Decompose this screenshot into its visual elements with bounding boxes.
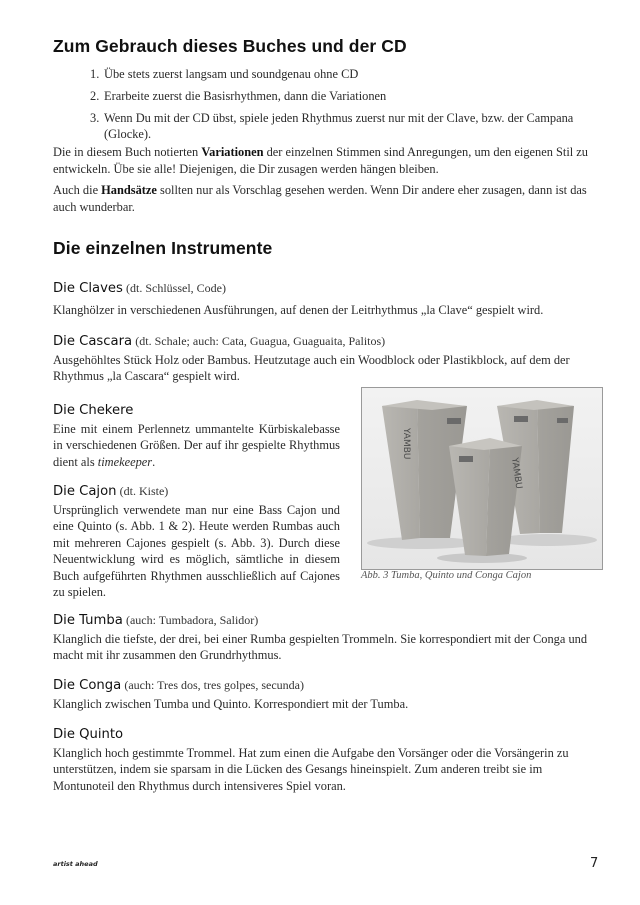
instrument-cajon: Die Cajon (dt. Kiste) Ursprünglich verwendete man nur eine Bass Cajon und eine Quinto (s. Abb. 1 & 2). Heute werden Rumbas auch mit mehreren Cajones gespielt (s. Abb. 3). Durch diese Neuentwicklung wird es möglich, sämtliche in diesem Buch aufgeführten Rhythmen ausschließlich auf Cajones zu spielen.: [53, 484, 340, 599]
list-item: 1. Übe stets zuerst langsam und soundgenau ohne CD: [90, 67, 359, 81]
list-item: 2. Erarbeite zuerst die Basisrhythmen, dann die Variationen: [90, 89, 387, 103]
cajones-illustration: [362, 388, 602, 569]
instrument-cascara: Die Cascara (dt. Schale; auch: Cata, Guagua, Guaguaita, Palitos) Ausgehöhltes Stück Holz oder Bambus. Heutzutage auch ein Woodblock oder Plastikblock, auf dem der Rhythmus „la Cascara“ gespielt wird.: [53, 334, 570, 383]
cajon-photo: [361, 387, 603, 570]
paragraph-variations: Die in diesem Buch notierten Variationen der einzelnen Stimmen sind Anregungen, um den eigenen Stil zu entwickeln. Übe sie alle! Diejenigen, die Dir zusagen werden hängen bleiben.: [53, 145, 589, 176]
paragraph-handsaetze: Auch die Handsätze sollten nur als Vorschlag gesehen werden. Wenn Dir andere eher zusagen, dann ist das auch wunderbar.: [53, 183, 587, 214]
page-number: 7: [590, 856, 599, 871]
instrument-name: Die Tumba: [53, 613, 123, 628]
instrument-claves: Die Claves (dt. Schlüssel, Code) Klanghölzer in verschiedenen Ausführungen, auf denen der Leitrhythmus „la Clave“ gespielt wird.: [53, 281, 544, 317]
svg-text:YAMBU: YAMBU: [401, 428, 411, 460]
instrument-name: Die Cascara: [53, 334, 133, 349]
instrument-name: Die Claves: [53, 281, 123, 296]
list-item: 3. Wenn Du mit der CD übst, spiele jeden Rhythmus zuerst nur mit der Clave, bzw. der Campana (Glocke).: [90, 111, 574, 141]
svg-text:YAMBU: YAMBU: [509, 457, 524, 490]
instrument-conga: Die Conga (auch: Tres dos, tres golpes, secunda) Klanglich zwischen Tumba und Quinto. Korrespondiert mit der Tumba.: [53, 678, 409, 711]
instrument-tumba: Die Tumba (auch: Tumbadora, Salidor) Klanglich die tiefste, der drei, bei einer Rumba gespielten Trommeln. Sie korrespondiert mit der Conga und macht mit ihr zusammen den Grundrhythmus.: [53, 613, 588, 662]
figure-caption: Abb. 3 Tumba, Quinto und Conga Cajon: [361, 570, 532, 581]
section-heading-instruments: Die einzelnen Instrumente: [53, 238, 273, 258]
instrument-chekere: Die Chekere Eine mit einem Perlennetz ummantelte Kürbiskalebasse in verschiedenen Größen. Der auf ihr gespielte Rhythmus dient als timekeeper.: [53, 403, 340, 469]
section-heading-usage: Zum Gebrauch dieses Buches und der CD: [53, 36, 407, 56]
instrument-name: Die Conga: [53, 678, 122, 693]
instrument-name: Die Chekere: [53, 403, 134, 418]
instructions-list: [90, 66, 590, 148]
instrument-name: Die Cajon: [53, 484, 117, 499]
publisher-brand: artist ahead: [53, 860, 98, 868]
instrument-quinto: Die Quinto Klanglich hoch gestimmte Trommel. Hat zum einen die Aufgabe den Vorsänger oder die Vorsängerin zu unterstützen, indem sie sparsam in die Lücken des Gesangs hineinspielt. Zum anderen treibt sie im Montunoteil den Rhythmus durch intensiveres Spiel voran.: [53, 727, 569, 793]
instrument-name: Die Quinto: [53, 727, 124, 742]
